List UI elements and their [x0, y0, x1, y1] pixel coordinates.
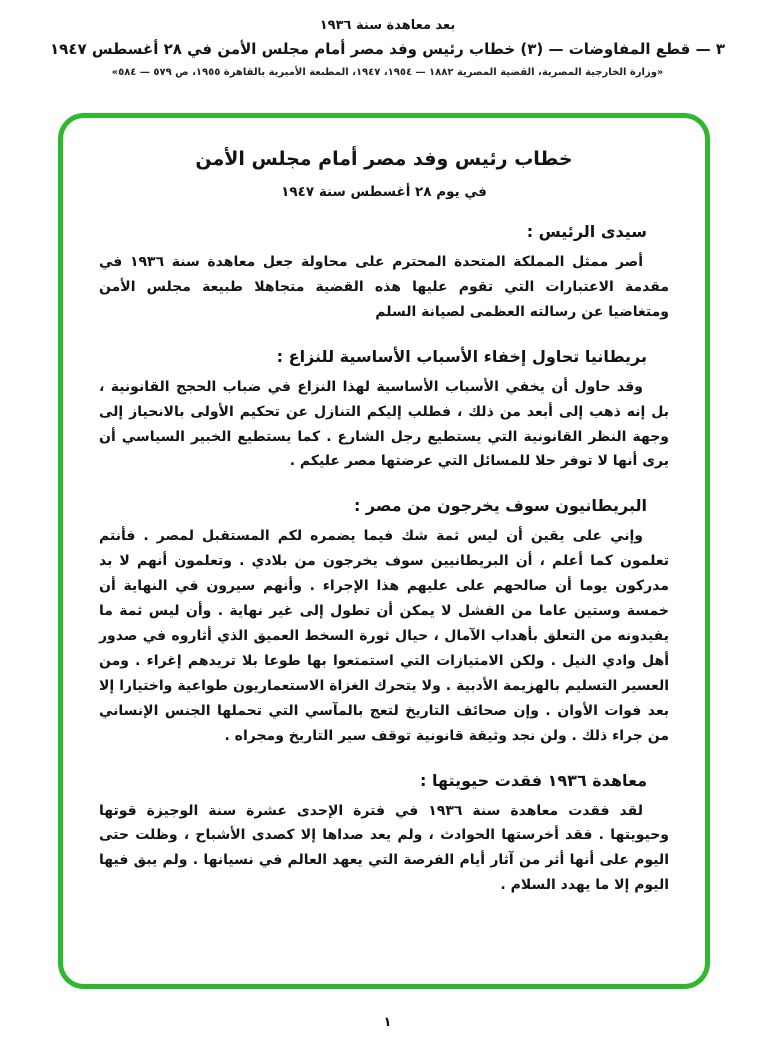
- section-heading: معاهدة ١٩٣٦ فقدت حيويتها :: [420, 770, 647, 790]
- section-paragraph: أصر ممثل المملكة المتحدة المحترم على محاولة جعل معاهدة سنة ١٩٣٦ في مقدمة الاعتبارات التي تقوم عليها هذه القضية متجاهلا طبيعة مجلس الأمن ومتغاضيا عن رسالته العظمى لصيانة السلم: [99, 254, 669, 320]
- header-running-title: بعد معاهدة سنة ١٩٣٦: [319, 18, 456, 33]
- page-header: [0, 0, 775, 78]
- header-chapter-title: ٣ — قطع المفاوضات — (٣) خطاب رئيس وفد مصر أمام مجلس الأمن في ٢٨ أغسطس ١٩٤٧: [50, 40, 725, 58]
- section-britain-hides-causes: [99, 347, 669, 475]
- section-heading: البريطانيون سوف يخرجون من مصر :: [353, 496, 647, 516]
- section-heading: بريطانيا تحاول إخفاء الأسباب الأساسية للنزاع :: [276, 346, 647, 366]
- section-mr-president: [99, 222, 669, 325]
- section-treaty-lost-vitality: [99, 771, 669, 899]
- section-british-will-leave: [99, 496, 669, 748]
- speech-date: في يوم ٢٨ أغسطس سنة ١٩٤٧: [281, 184, 487, 200]
- section-paragraph: وقد حاول أن يخفي الأسباب الأساسية لهذا النزاع في ضباب الحجج القانونية ، بل إنه ذهب إلى أبعد من ذلك ، فطلب إليكم التنازل عن تحكيم الأولى بالانحياز إلى وجهة النظر القانونية التي يستطيع رجل الشارع . كما يستطيع الخبير السياسي أن يرى أنها لا توفر حلا للمسائل التي عرضتها مصر عليكم .: [99, 378, 669, 470]
- section-paragraph: لقد فقدت معاهدة سنة ١٩٣٦ في فترة الإحدى عشرة سنة الوجيزة قوتها وحيويتها . فقد أخرستها الحوادث ، ولم يعد صداها إلا كصدى الأشباح ، وظلت حتى اليوم على أنها أثر من آثار أيام الفرصة التي يعهد العالم في نسيانها . ولم يبق فيها اليوم إلا ما يهدد السلام .: [99, 802, 669, 894]
- green-frame: [58, 113, 710, 989]
- section-paragraph: وإني على يقين أن ليس ثمة شك فيما يضمره لكم المستقبل لمصر . فأنتم تعلمون كما أعلم ، أن البريطانيين سوف يخرجون من بلادي . وتعلمون أنهم لا بد مدركون يوما أن صالحهم على عليهم هذا الإجراء . وأنهم سيرون في النهاية أن خمسة وستين عاما من الفشل لا يمكن أن تطول إلى غير نهاية . وأن ليس ثمة ما يفيدونه من التعلق بأهداب الآمال ، حيال ثورة السخط العميق الذي أثاروه في صدور أهل وادي النيل . ولكن الامتيازات التي استمتعوا بها طوعا بلا تريدهم إغراء . ومن العسير التسليم بالهزيمة الأدبية . ولا يتحرك الغزاة الاستعماريون طواعية واختيارا إلا بعد فوات الأوان . وإن صحائف التاريخ لتعج بالمآسي التي تحملها الجنس الإنساني من جراء ذلك . ولن نجد وثيقة قانونية توقف سير التاريخ ومجراه .: [99, 528, 669, 744]
- section-heading: سيدى الرئيس :: [526, 222, 647, 241]
- speech-title: خطاب رئيس وفد مصر أمام مجلس الأمن: [195, 148, 573, 170]
- header-source-citation: «وزارة الخارجية المصرية، القضية المصرية ١٨٨٢ — ١٩٥٤، ١٩٤٧، المطبعة الأميرية بالقاهرة ١٩٥٥، ص ٥٧٩ — ٥٨٤»: [111, 67, 664, 78]
- page-number: ١: [383, 1015, 392, 1030]
